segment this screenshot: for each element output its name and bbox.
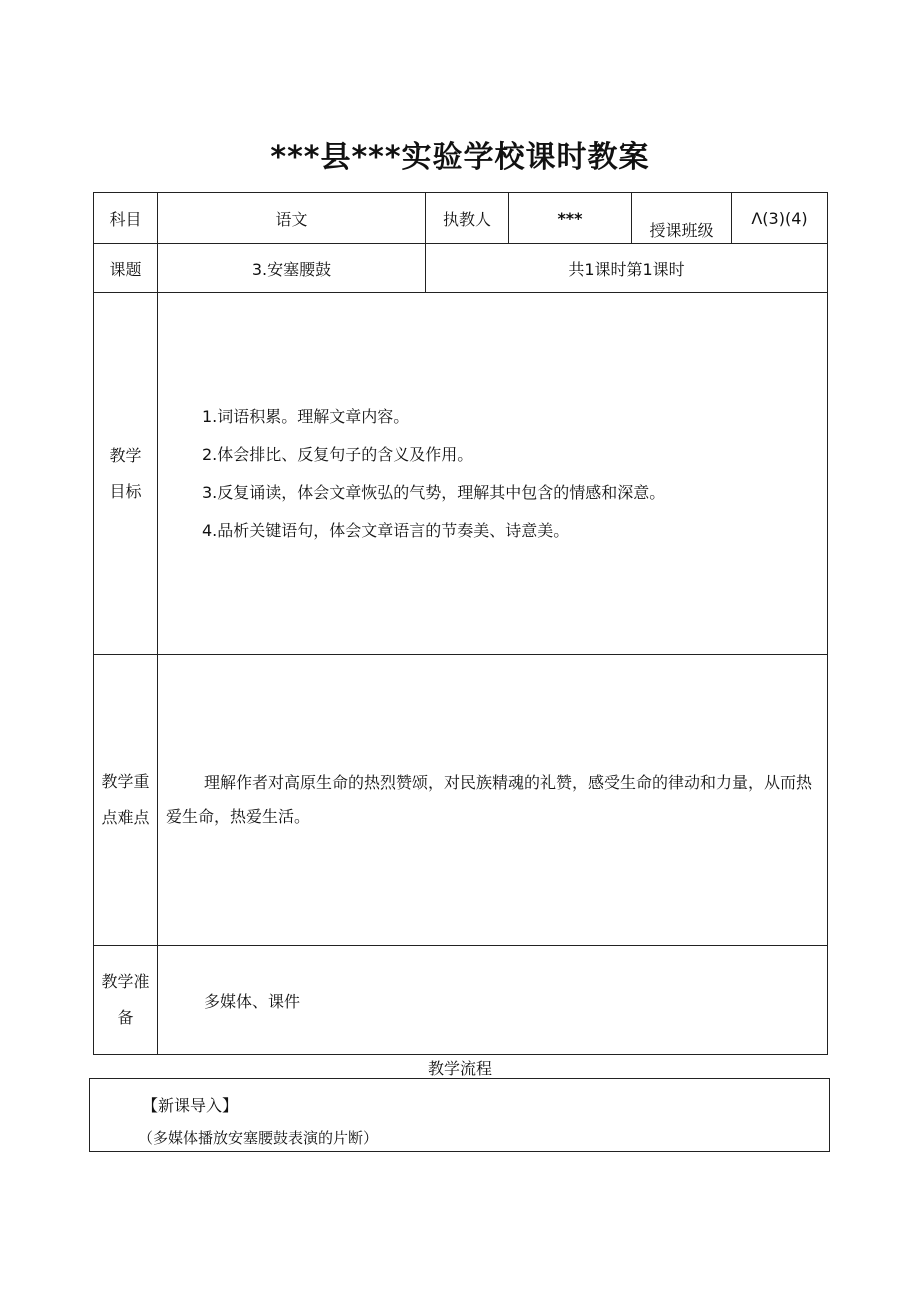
flow-title: 教学流程 — [427, 1059, 492, 1078]
goals-label-cell — [93, 292, 158, 655]
page-title: ***县***实验学校课时教案 — [270, 140, 650, 175]
subject-label-cell — [93, 192, 158, 244]
class-value: Λ(3)(4) — [751, 208, 808, 228]
prep-label-line1: 教学准 — [101, 972, 150, 991]
flow-section-text: （多媒体播放安塞腰鼓表演的片断） — [138, 1129, 379, 1147]
subject-value: 语文 — [275, 209, 308, 229]
prep-label-cell — [93, 945, 158, 1055]
subject-value-cell — [157, 192, 426, 244]
goal-item: 4.品析关键语句，体会文章语言的节奏美、诗意美。 — [202, 520, 570, 540]
teacher-value: *** — [557, 208, 583, 228]
class-label: 授课班级 — [649, 221, 714, 240]
goal-item: 3.反复诵读，体会文章恢弘的气势，理解其中包含的情感和深意。 — [202, 482, 666, 502]
topic-value: 3.安塞腰鼓 — [251, 259, 332, 279]
prep-label-line2: 备 — [117, 1008, 134, 1027]
subject-label: 科目 — [109, 209, 142, 229]
class-label-cell — [631, 192, 732, 244]
flow-section — [89, 1078, 830, 1152]
topic-label: 课题 — [109, 259, 142, 279]
goals-content-cell — [157, 292, 828, 655]
topic-label-cell — [93, 243, 158, 293]
teacher-label: 执教人 — [442, 209, 491, 229]
class-value-cell — [731, 192, 828, 244]
periods-text: 共1课时第1课时 — [568, 259, 685, 279]
focus-content-cell — [157, 654, 828, 946]
goals-label-line1: 教学 — [109, 445, 142, 465]
goal-item: 1.词语积累。理解文章内容。 — [202, 406, 410, 426]
focus-label-cell — [93, 654, 158, 946]
flow-section-heading: 【新课导入】 — [142, 1096, 239, 1115]
teacher-value-cell — [508, 192, 632, 244]
teacher-label-cell — [425, 192, 509, 244]
goal-item: 2.体会排比、反复句子的含义及作用。 — [202, 444, 474, 464]
focus-label-line1: 教学重 — [101, 772, 150, 791]
goals-label-line2: 目标 — [109, 481, 142, 501]
focus-text: 理解作者对高原生命的热烈赞颂，对民族精魂的礼赞，感受生命的律动和力量，从而热爱生命，热爱生活。 — [166, 773, 813, 826]
topic-value-cell — [157, 243, 426, 293]
periods-cell — [425, 243, 828, 293]
prep-content-cell — [157, 945, 828, 1055]
focus-label-line2: 点难点 — [101, 808, 150, 827]
prep-text: 多媒体、课件 — [204, 991, 301, 1011]
